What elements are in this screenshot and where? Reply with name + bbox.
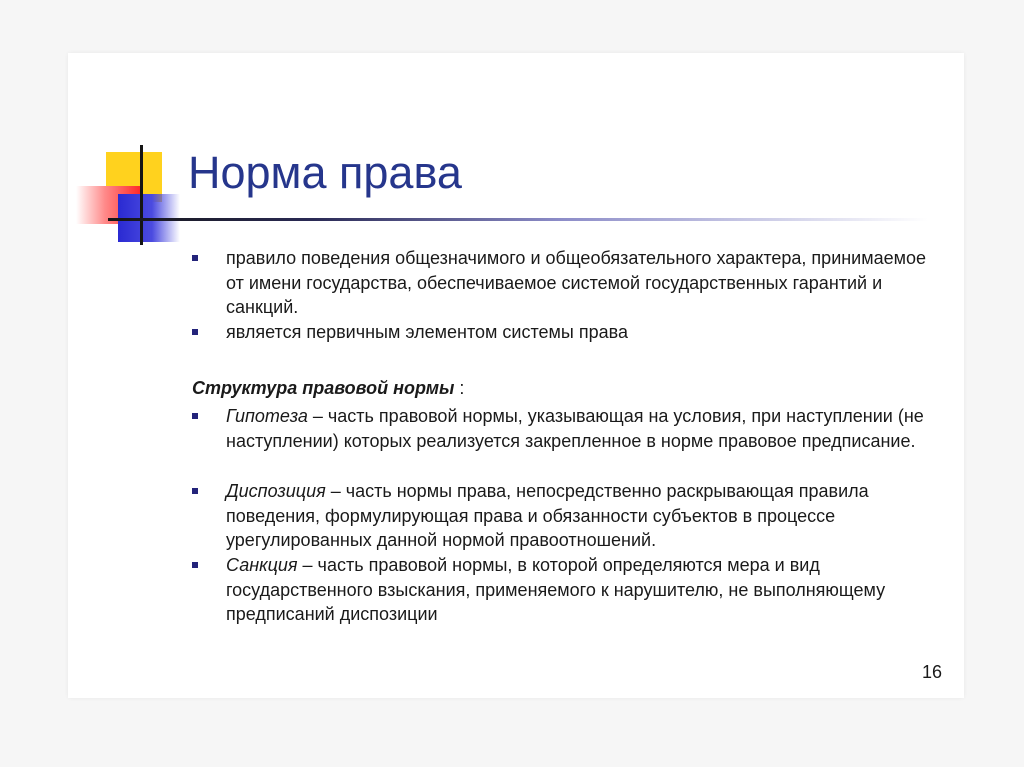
- structure-term: Санкция: [226, 555, 298, 575]
- page-number: 16: [921, 662, 942, 682]
- slide-title: Норма права: [188, 147, 462, 198]
- bullet-square-icon: [192, 413, 198, 419]
- definition-bullet-2: [226, 320, 946, 345]
- structure-description: – часть правовой нормы, указывающая на условия, при наступлении (не наступлении) которых реализуется закрепленное в норме правовое предписание.: [226, 406, 924, 451]
- definition-bullet-text: правило поведения общезначимого и общеобязательного характера, принимаемое от имени государства, обеспечиваемое системой государственных гарантий и санкций.: [226, 248, 927, 317]
- title-underline: [108, 218, 928, 221]
- structure-term: Диспозиция: [226, 481, 326, 501]
- structure-term: Гипотеза: [226, 406, 308, 426]
- bullet-square-icon: [192, 255, 198, 261]
- structure-heading: [192, 376, 464, 401]
- structure-description: – часть нормы права, непосредственно раскрывающая правила поведения, формулирующая права и обязанности субъектов в процессе урегулированных данной нормой правоотношений.: [226, 481, 869, 550]
- definition-bullet-1: [226, 246, 946, 320]
- decor-vertical-line: [140, 145, 143, 245]
- bullet-square-icon: [192, 562, 198, 568]
- structure-heading-colon: :: [454, 378, 465, 398]
- structure-item-sanction: [226, 553, 946, 627]
- structure-heading-label: Структура правовой нормы: [192, 378, 455, 398]
- bullet-square-icon: [192, 329, 198, 335]
- structure-description: – часть правовой нормы, в которой определяются мера и вид государственного взыскания, применяемого к нарушителю, не выполняющему предписаний диспозиции: [226, 555, 886, 624]
- definition-bullet-text: является первичным элементом системы права: [226, 322, 628, 342]
- structure-item-hypothesis: [226, 404, 946, 453]
- bullet-square-icon: [192, 488, 198, 494]
- structure-item-disposition: [226, 479, 946, 553]
